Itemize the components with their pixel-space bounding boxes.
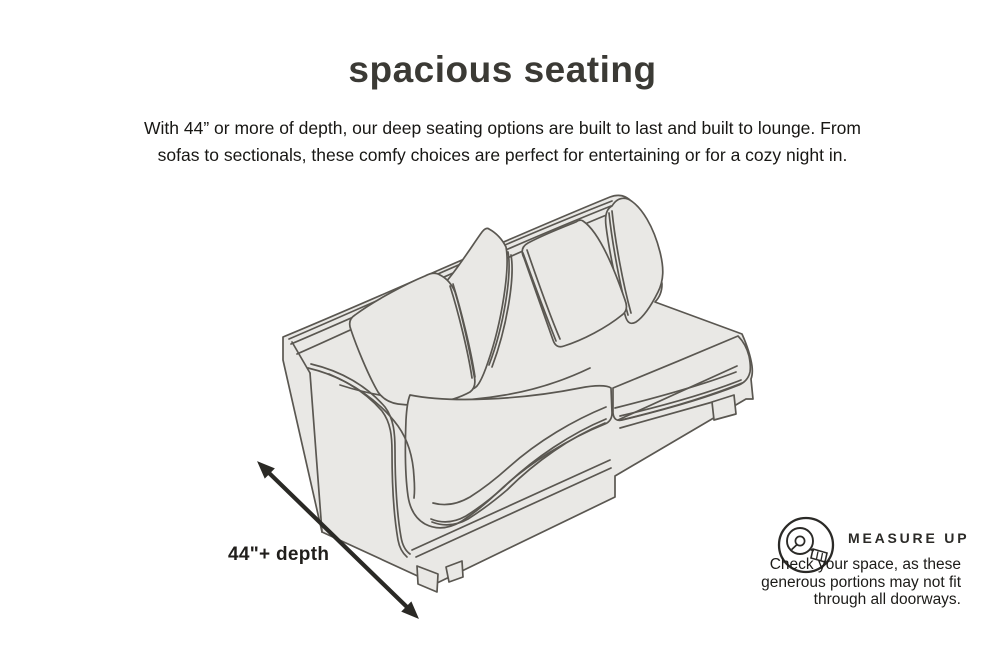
intro-line-1: With 44” or more of depth, our deep seating options are built to last and built to lounge. From — [144, 118, 861, 138]
measure-up-heading: MEASURE UP — [848, 530, 970, 546]
measure-up-note-line: through all doorways. — [813, 591, 961, 609]
measure-up-note — [691, 556, 961, 609]
sofa-drawing — [283, 195, 753, 592]
depth-measurement-label: 44"+ depth — [228, 544, 330, 565]
measure-up-note-line: Check your space, as these — [769, 556, 961, 573]
intro-line-2: sofas to sectionals, these comfy choices are perfect for entertaining or for a cozy night in. — [157, 145, 848, 165]
measure-up-note-line: generous portions may not fit — [761, 573, 961, 591]
page-title: spacious seating — [348, 49, 657, 90]
